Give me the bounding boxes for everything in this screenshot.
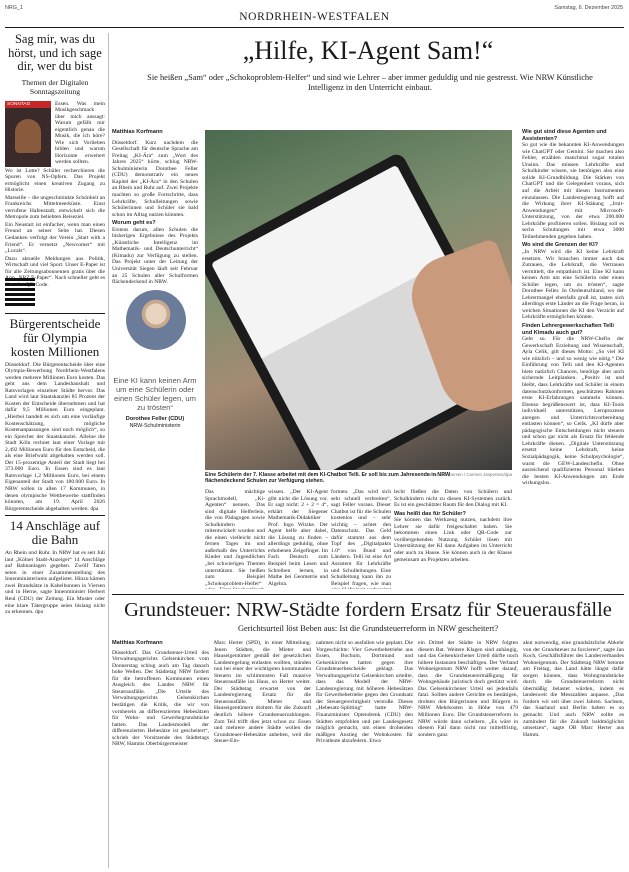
sidebar (5, 33, 105, 868)
main-headline: „Hilfe, KI-Agent Sam!“ (242, 36, 494, 65)
main-col-d1: formen. „Das wird sich sehr schnell verbreiten“, sagt Feller voraus. Dieser Chatbot ist für die Schulen kostenlos und – sehr wichtig – achtet den Datenschutz. Das Geld dafür stammt aus dem Topf des „Digitalpakts 1.0“ von Bund und Ländern. Telli ist eine Art Assistent für Lehrkräfte und Schulleitungen. Eine Schulleitung kann ihn zu Beispiel fragen, wie man (331, 489, 391, 587)
second-c5: akut notwendig, eine grundsätzliche Abkehr von der Grundsteuer zu forcieren“, sagte Jan Koch, Geschäftsführer des Landesverbandes Wohneigentum. Der Städtetag NRW betonte am Freitag, das Land hätte längst dafür sorgen können, dass Wohngrundstücke durch die Grundsteuerreform nicht übermäßig belastet würden, indem es landesweit die Messzahlen anpasse. „Das fordern wir seit über zwei Jahren. Sachsen, das Saarland und Berlin haben es so gemacht. Und auch NRW sollte es zumindest für die Zukunft baldmöglichst umsetzen“, sagte OB Marc Herter aus Hamm. (523, 640, 624, 738)
sidebar-divider-2 (5, 515, 105, 516)
sidebar-quote-sub: Themen der Digitalen Sonntagszeitung (21, 77, 89, 96)
header-rule (5, 27, 624, 28)
right-sub2: Wo sind die Grenzen der KI? (522, 242, 599, 249)
second-c4: ein Drittel der Städte in NRW folgten diesem Rat. Weitere Klagen sind anhängig, und das Gelsenkirchener Urteil dürfte noch höhere Instanzen beschäftigen. Der Verband Wohneigentum NRW hofft weiter darauf, dass die Grundsteuerermäßigung für Wohngebäude juristisch doch gestützt wird. Das Gelsenkirchener Urteil sei jedenfalls fatal. Sollten andere Gerichte es bestätigen, drohten den Bürgerinnen und Bürgern in NRW Mehrkosten in Höhe von 479 Millionen Euro. Die Grundsteuerreform in NRW würde dann scheitern. „Es wäre in diesem Fall dann nicht nur mittelfristig, sondern ganz (418, 640, 518, 738)
main-col-e-sub: Was heißt das für Schüler? (394, 510, 466, 517)
promo-text-1: Essen. Was mein Musikgeschmack über mich aussagt: Warum gefällt mir eigentlich genau die Musik, die ich höre? Wie sich Vorlieben bilden und warum Horizonte erweitert werden sollten. (55, 100, 105, 166)
second-col-3 (316, 640, 413, 868)
main-col-b1: Das mächtige Sprachmodell, „Ki-Agenten“ nennen. Das sind digitale Helferlein, die von Pädagogen sowie Schulkindern mitentwickelt wurden und die einen vielleicht nicht fernen Tages im und außerhalb des Unterrichts Kinder und Jugendlichen „bei schwierigen Themen unterstützen. Sie heißen zum Beispiel „Schokoproblem-Helfer“ (205, 489, 265, 587)
brief1-headline: Bürgerentscheide für Olympia kosten Millionen (9, 315, 101, 359)
sidebar-divider (5, 313, 105, 314)
main-col-c1: wissen. „Der KI-Agent gibt nicht die Lösung vor. Er sagt nicht: 2 + 2 = 4“, erklärt der Siegener Mathematik-Didaktiker Prof. Ingo Witzke. Der Agent helfe aber dabei, die Lösung zu finden – allerdings geduldig, ohne erhobenen Zeigefinger. Im Fach Deutsch zum Beispiel beim Lesen und Schreiben lernen, in Mathe bei Geometrie und Algebra. (268, 489, 328, 587)
portrait-image (126, 290, 186, 350)
epaper-block (5, 256, 105, 310)
main-col-1 (112, 129, 198, 477)
second-col-2 (214, 640, 311, 868)
main-col-e (394, 489, 512, 589)
main-col-c (268, 489, 328, 589)
right-p3: Geht so. Für die NRW-Chefin der Gewerkschaft Erziehung und Wissenschaft, Ayla Celik, gilt dieses Motto: „So viel KI wie nützlich – und so wenig wie nötig.“ Die Einführung von Telli und den KI-Agenten biete natürlich Chancen, benötige aber auch sichernde Leitplanken. „Positiv ist und bleibt, dass Lehrkräfte und Schüler in einem datenschutzkonformen, geschützten Rahmen erste KI-Erfahrungen sammeln können. Ebenso begrüßenswert ist, dass KI-Tools individuell unterstützen, Lernprozesse anregen und Unterrichtsvorbereitung entlasten können“, so Celik. „KI dürfe aber pädagogische Entscheidungen nicht steuern und schon gar nicht als Ersatz für fehlende Lehrkräfte dienen. „Digitale Unterstützung ersetzt keine Lehrkraft, keine Sozialpädagogik, keine Schulpsychologie“, warnt die GEW-Landeschefin. Ohne ausreichend qualifiziertes Personal blieben die besten KI-Anwendungen am Ende wirkungslos. (522, 336, 624, 487)
second-author: Matthias Korfmann (112, 640, 163, 646)
second-col-4 (418, 640, 518, 868)
main-col-b (205, 489, 265, 589)
second-c2: Marc Herter (SPD), in einer Mitteilung. Jenen Städten, die Mieter und Hauseigentümer gemäß der gesetzlichen Landesregelung entlasten wollten, stünden nun bei einer der wichtigsten kommunalen Steuern im schlimmsten Fall massive Steuerausfälle ins Haus, so Herter weiter. Der Städtetag erwartet von der Landesregierung Ersatz für die Steuerausfälle. Mieter und Hauseigentümern drohten für die Zukunft deutlich höhere Grundsteuerzahlungen. Zum Teil trifft dies jetzt schon zu: Essen und mehrere andere Städte wollen die Grundsteuer-Hebesätze anheben, weil die Steuer-Ein- (214, 640, 311, 745)
photo-credit: Carmen Jaspersen / Carmen Jaspersen/dpa (425, 472, 512, 477)
second-c3: nahmen nicht so ausfallen wie geplant. Die Vorgeschichte: Vier Gewerbebetriebe aus Essen, Bochum, Dortmund und Gelsenkirchen hatten gegen ihre Grundsteuerbescheide geklagt. Das Verwaltungsgericht Gelsenkirchen urteilte, dass das Modell der NRW-Landesregierung mit höheren Hebesätzen für Gewerbebetriebe gegen den Grundsatz der Steuergerechtigkeit verstoße. Dieses „Hebesatz-Splitting“ hatte NRW-Finanzminister Optendrenk (CDU) den Städten empfohlen und per Landesgesetz möglich gemacht, um einen drohenden mäßigen Anstieg der Wohnkosten für Privatleute abzufedern. Etwa (316, 640, 413, 745)
main-col1-p2: Erstens darum, allen Schulen die bisherigen Ergebnisse des Projekts „Künstliche Intelligenz im Mathematik- und Deutschunterricht“ (Kimadu) zur Verfügung zu stellen. Das Projekt unter der Leitung der Universität Siegen läuft seit Februar an 25 Schulen aller Schulformen flächendeckend in NRW. (112, 226, 198, 286)
pull-quote-role: NRW-Schulministerin (129, 422, 181, 429)
sidebar-quote: Sag mir, was du hörst, und ich sage dir, wer du bist (8, 33, 102, 73)
right-p1: So gut wie die bekannten KI-Anwendungen wie ChatGPT oder Gemini. Sie machen also Fehler, erzählen manchmal sogar totalen Unsinn. Das müssen Lehrkräfte und Schulkinder wissen, sie benötigen also eine solide KI-Grundbildung. Die Stärken von ChatGPT und die Gelegenheit voraus, sich auf die Arbeit mit diesen Instrumenten einzulassen. Die Landesregierung hofft auf die Wirkung ihrer KI-Stäkung „Irnit-Anwendungen“ mit Microsoft-Unterstützung, von der etwa 200.000 Lehrkräfte profitieren sollen. Bislang soll es sechs Schulungen mit etwa 3000 Teilnehmenden gegeben haben. (522, 142, 624, 240)
main-col1-sub1: Worum geht es? (112, 220, 156, 227)
portrait-block (112, 290, 198, 376)
page-code: NRG_1 (5, 5, 23, 11)
main-author: Matthias Korfmann (112, 129, 163, 135)
page-date: Samstag, 6. Dezember 2025 (554, 5, 623, 11)
brief1-text: Düsseldorf. Die Bürgerentscheide über eine Olympia-Bewerbung Nordrhein-Westfalens werden mehrere Millionen Euro kosten. Das geht aus dem Landeshaushalt und Ratsvorlagen einzelner Städte hervor. Das Land wird laut Staatskanzlei 85 Prozent der Kosten der Entscheide übernehmen und hat dafür 9,5 Millionen Euro eingeplant. „Hierbei handelt es sich um eine vorläufige Kostenschätzung, mögliche Kostenanpassungen sind noch möglich“, so ein Sprecher der Staatskanzlei. Alleine die Stadt Köln rechnet laut einer Vorlage mit 2,492 Millionen Euro für den Entscheid, die als eine Briefwahl abgehalten werden soll. Der 15-prozentige Anteil der Stadt liegt bei 373.000 Euro. In Essen sind es laut Ratsvorlage 1,2 Millionen Euro, bei einem Eigenanteil der Stadt von 180.000 Euro. In NRW sollen in allen 17 Kommunen, in denen olympische Wettbewerbe stattfinden könnten, am 19. April 2026 Bürgerentscheide abgehalten werden. dpa (5, 361, 105, 512)
photo-caption: Eine Schülerin der 7. Klasse arbeitet mit dem KI-Chatbot Telli. Er soll bis zum Jahresende in NRW flächendeckend Schulen zur Verfügung stehen. (205, 472, 450, 485)
promo-block (5, 101, 105, 168)
section-title: NORDRHEIN-WESTFALEN (239, 11, 390, 23)
promo-text-2: Wo ist Lotte? Schüler recherchieren die Spuren von NS-Opfern. Das Projekt ermöglicht einen kreativen Zugang zu Historie. (5, 167, 105, 194)
pull-quote: Eine KI kann keinen Arm um eine Schülerin oder einen Schüler legen, um zu trösten“ (113, 375, 197, 412)
main-col-e2: Sie können das Werkzeug nutzen, nachdem ihre Lehrer sie dafür freigeschaltet haben. Sie bekommen einen Link oder QR-Code zur vorübergehenden Nutzung. Schüler lösen mit Unterstützung der KI dann Aufgaben im Unterricht oder auch zu Hause. Sie können auch in der Klasse gemeinsam an Projekten arbeiten. (394, 517, 512, 563)
promo-text-3: Marseille – die ungeschminkte Schönheit an Frankreichs Mittelmeerküste. Einst verrufene Hafenstadt, entwickelt sich die Metropole zum beliebten Reiseziel. (5, 194, 105, 221)
promo-badge: SONNTAG (5, 101, 51, 108)
main-col1-p1: Düsseldorf. Kurz nachdem die Gesellschaft für deutsche Sprache am Freitag „KI-Ära“ zum „Wort des Jahres 2025“ kürte, schlug NRW-Schulministerin Dorothee Feller (CDU) demonstrativ ein neues Kapitel der „KI-Ära“ in den Schulen an Rhein und Ruhr auf. Zwei Projekte machten so große Fortschritte, dass Lehrkräfte, Schulleitungen sowie Schülerinnen und Schüler sie bald schon im Alltag nutzen könnten. (112, 139, 198, 218)
main-col-e1: lecht fließen die Daten von Schülern und Schulkindern nicht zu diesen KI-Systemen zurück. Es ist ein geschützter Raum für den Dialog mit KI. (394, 489, 512, 509)
right-sub1: Wie gut sind diese Agenten und Assistenten? (522, 129, 607, 142)
promo-image (5, 101, 51, 167)
right-sub3: Finden Lehrergewerkschaften Telli und Kimadu auch gut? (522, 323, 614, 336)
article-divider (112, 594, 624, 595)
promo-figure (15, 119, 41, 153)
promo-text-5 (5, 256, 105, 310)
second-headline: Grundsteuer: NRW-Städte fordern Ersatz für Steuerausfälle (124, 599, 612, 621)
brief2-headline: 14 Anschläge auf die Bahn (9, 518, 101, 548)
second-c1: Düsseldorf. Das Grundsteuer-Urteil des Verwaltungsgerichts Gelsenkirchen vom Donnerstag schlug auch am Tag danach hohe Wellen. Der Städtetag NRW fordert für die betroffenen Kommunen einen Ausgleich des Landes NRW für Steuerausfälle. „Die Urteile des Verwaltungsgerichts Gelsenkirchen bestätigen die Kritik, die wir von vornherein an differenzierten Hebesätzen für Wohn- und Gewerbegrundstücke hatten. Das Landesmodell der differenzierten Hebesätze ist gescheitert“, schrieb der Vorsitzende des Städtetags NRW, Hamms Oberbürgermeister (112, 649, 209, 748)
right-p2: „In NRW wird die KI keine Lehrkraft ersetzen. Wir brauchen immer auch das Zutrauen, die Lehrkraft, die Vertrauen vermittelt, die empathisch ist. Eine KI kann keinen Arm um eine Schülerin oder einen Schüler legen, um zu trösten“, sagte Dorothee Feller. In Ostdeutschland, wo der Lehrermangel ebenfalls groß ist, tasten sich allerdings erste Länder an die Frage heran, in welchen Situationen die KI den Verzicht auf Lehrkräfte ermöglichen könnte. (522, 248, 624, 321)
main-right-col (522, 129, 624, 591)
article-photo (205, 130, 512, 470)
promo-text-5-content: Dazu aktuelle Meldungen aus Politik, Wirtschaft und viel Sport. Unser E-Paper ist für alle Zeitungsabonnenten gratis über die App „NRZ E-Paper“. Nach schneller geht es über den QR-Code. (5, 255, 105, 288)
second-col-5 (523, 640, 624, 868)
pull-quote-name: Dorothee Feller (CDU) (125, 415, 185, 422)
brief2-text: An Rhein und Ruhr. In NRW hat es seit Juli laut „Kölner Stadt-Anzeiger“ 14 Anschläge auf Bahnanlagen gegeben. Zwölf Taten seien in einer Zusammenstellung des Innenministeriums aufgelistet. Hinzu kämen zwei Brandsätze in Kabelbunnen in Viersen und in Herne, sagte Innenminister Herbert Reul (CDU) der Zeitung. Ein Muster oder eine klare Tätergruppe seien bislang nicht zu erkennen. dpa (5, 550, 105, 616)
second-subhead: Gerichtsurteil löst Beben aus: Ist die Grundsteuerreform in NRW gescheitert? (237, 624, 499, 633)
promo-text-4: Ein Neustart ist einfacher, wenn man einen Freund an seiner Seite hat. Diesen Gedanken verfolgt der Verein „Start with a Friend“. Er vernetzt „Newcomer“ mit „Locals“. (5, 221, 105, 255)
sidebar-separator (108, 33, 109, 868)
main-subhead: Sie heißen „Sam“ oder „Schokoproblem-Helfer“ und sind wie Lehrer – aber immer geduldig und nie gestresst. Wie NRW Künstliche Intelligenz in den Unterricht einbaut. (147, 73, 593, 92)
second-col-1 (112, 640, 209, 868)
main-col-d (331, 489, 391, 589)
